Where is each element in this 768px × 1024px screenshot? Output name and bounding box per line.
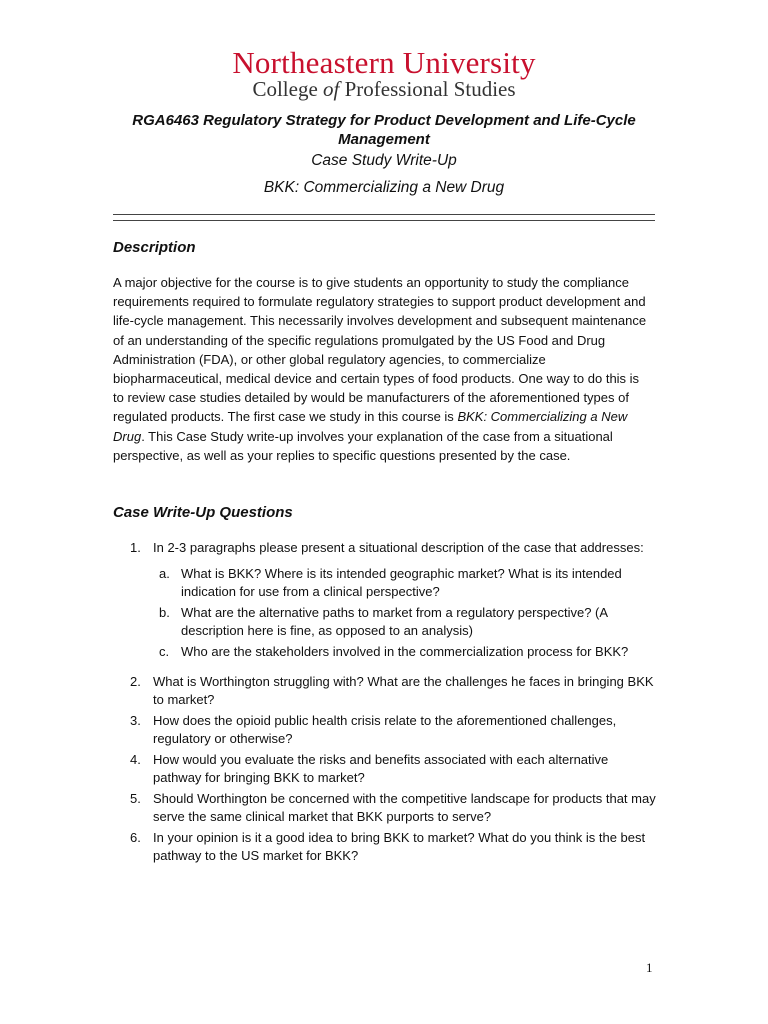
divider-line-bottom	[113, 220, 655, 221]
college-logo-name	[0, 76, 768, 102]
sub-question-item	[153, 565, 658, 601]
question-text: In 2-3 paragraphs please present a situational description of the case that addresses:	[153, 540, 644, 555]
college-text-of: of	[323, 77, 340, 101]
college-text-post: Professional Studies	[339, 77, 516, 101]
question-number: 1.	[130, 540, 141, 555]
question-number: 6.	[130, 830, 141, 845]
question-text: How does the opioid public health crisis relate to the aforementioned challenges, regulatory or otherwise?	[153, 713, 617, 746]
questions-list	[113, 539, 658, 865]
question-text: What is Worthington struggling with? What are the challenges he faces in bringing BKK to market?	[153, 674, 654, 707]
divider-line-top	[113, 214, 655, 215]
case-name: BKK: Commercializing a New Drug	[263, 179, 505, 196]
question-item	[113, 829, 658, 865]
description-text-2: . This Case Study write-up involves your explanation of the case from a situational perspective, as well as your replies to specific questions presented by the case.	[113, 428, 613, 463]
questions-heading: Case Write-Up Questions	[113, 504, 293, 521]
question-item	[113, 790, 658, 826]
question-text: Should Worthington be concerned with the competitive landscape for products that may serve the same clinical market that BKK purports to serve?	[153, 791, 656, 824]
description-case-title: BKK: Commercializing a New Drug	[113, 409, 628, 444]
sub-question-item	[153, 643, 658, 661]
university-logo-name: Northeastern University	[232, 45, 536, 80]
question-number: 3.	[130, 713, 141, 728]
description-paragraph	[113, 273, 653, 465]
question-item	[113, 673, 658, 709]
question-number: 5.	[130, 791, 141, 806]
description-heading: Description	[113, 239, 196, 256]
sub-question-text: Who are the stakeholders involved in the commercialization process for BKK?	[181, 644, 629, 659]
college-text-pre: College	[252, 77, 324, 101]
sub-question-list	[153, 565, 658, 661]
document-subtitle: Case Study Write-Up	[311, 152, 457, 169]
sub-question-letter: c.	[159, 644, 170, 659]
question-text: In your opinion is it a good idea to bring BKK to market? What do you think is the best pathway to the US market for BKK?	[153, 830, 646, 863]
sub-question-item	[153, 604, 658, 640]
document-title: RGA6463 Regulatory Strategy for Product Development and Life-Cycle Management	[132, 112, 636, 148]
sub-question-text: What are the alternative paths to market from a regulatory perspective? (A description here is fine, as opposed to an analysis)	[181, 605, 608, 638]
sub-question-letter: b.	[159, 605, 170, 620]
question-item	[113, 712, 658, 748]
sub-question-text: What is BKK? Where is its intended geographic market? What is its intended indication for use from a clinical perspective?	[181, 566, 622, 599]
question-number: 4.	[130, 752, 141, 767]
question-number: 2.	[130, 674, 141, 689]
sub-question-letter: a.	[159, 566, 170, 581]
question-item	[113, 751, 658, 787]
description-text-1: A major objective for the course is to give students an opportunity to study the compliance requirements required to formulate regulatory strategies to support product development and life-cycle management. This necessarily involves development and subsequent maintenance of an understanding of the specific regulations promulgated by the US Food and Drug Administration (FDA), or other global regulatory agencies, to commercialize biopharmaceutical, medical device and certain types of food products. One way to do this is to review case studies detailed by would be manufacturers of the aforementioned types of regulated products. The first case we study in this course is	[113, 275, 647, 425]
question-item	[113, 539, 658, 661]
page-number: 1	[646, 960, 653, 975]
question-text: How would you evaluate the risks and benefits associated with each alternative pathway for bringing BKK to market?	[153, 752, 609, 785]
